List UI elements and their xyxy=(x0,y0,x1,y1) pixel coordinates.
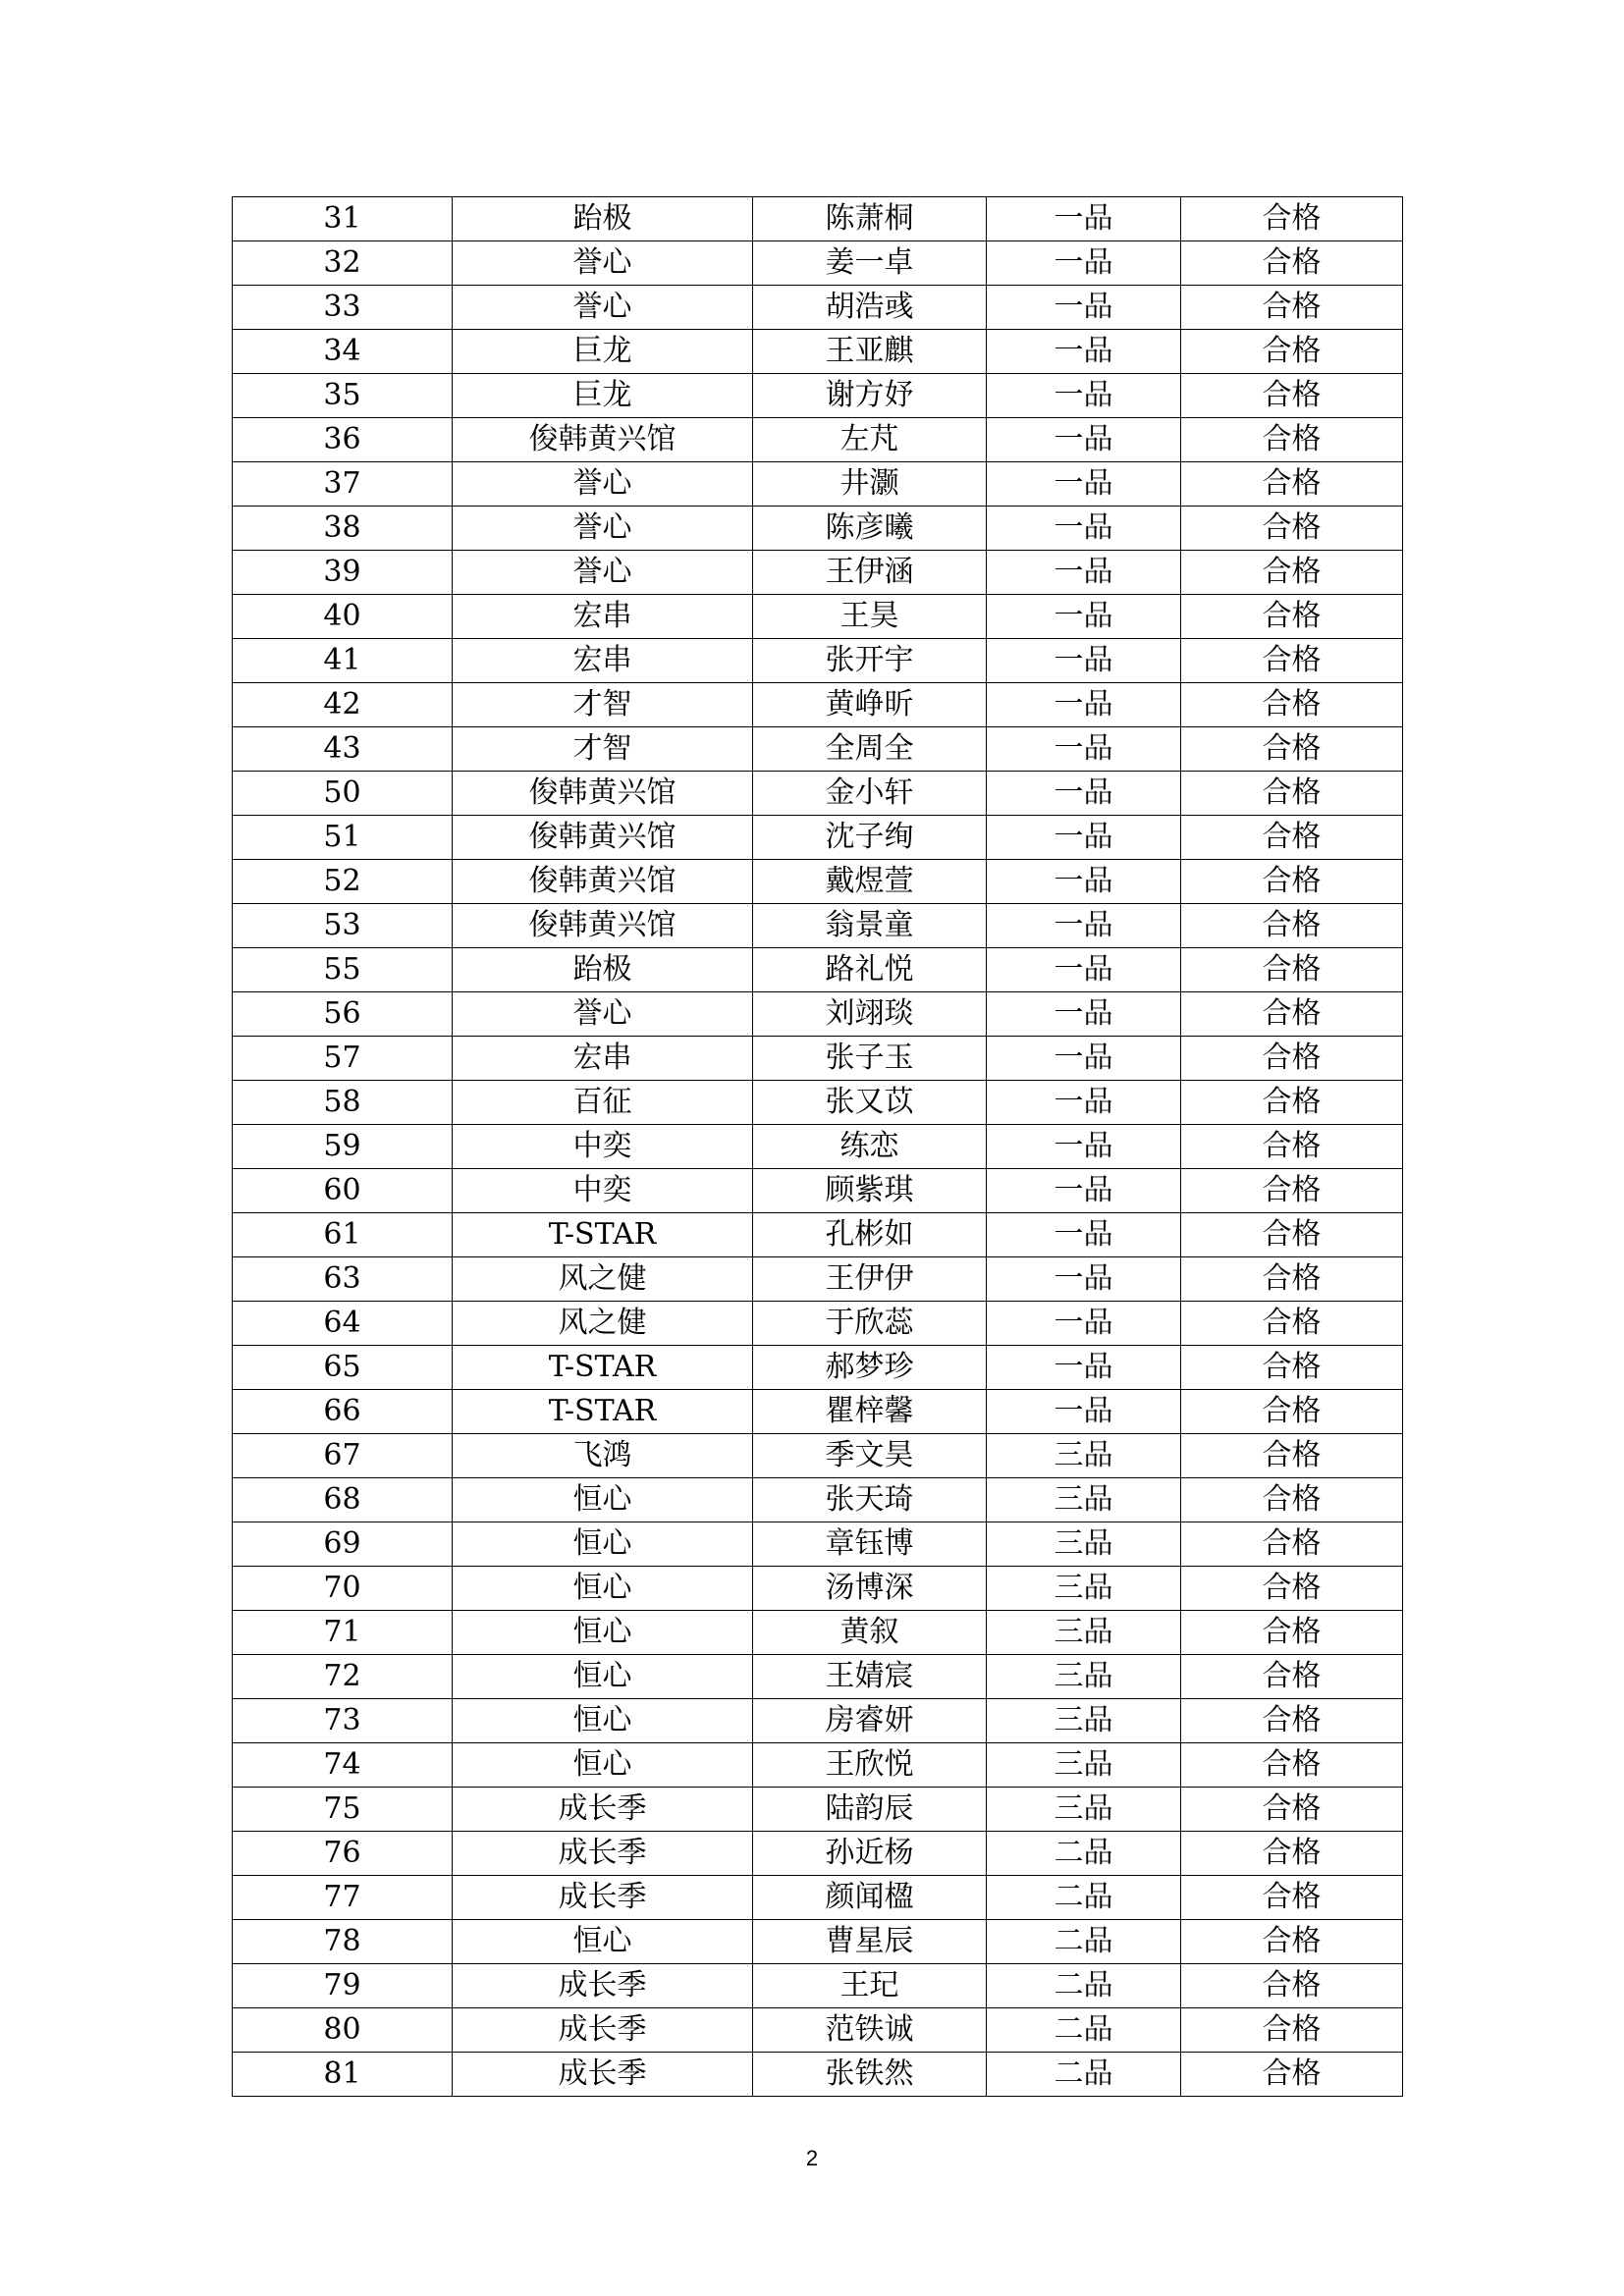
result-cell: 合格 xyxy=(1181,683,1403,727)
row-number-cell: 51 xyxy=(233,816,453,860)
club-cell: 才智 xyxy=(453,683,753,727)
row-number-cell: 33 xyxy=(233,286,453,330)
grade-cell: 一品 xyxy=(987,595,1181,639)
table-row xyxy=(233,1788,1403,1832)
grade-cell: 一品 xyxy=(987,197,1181,241)
grade-cell: 一品 xyxy=(987,816,1181,860)
row-number-cell: 63 xyxy=(233,1257,453,1302)
name-cell: 谢方妤 xyxy=(753,374,987,418)
result-cell: 合格 xyxy=(1181,727,1403,772)
table-row xyxy=(233,595,1403,639)
grade-cell: 一品 xyxy=(987,1169,1181,1213)
table-row xyxy=(233,551,1403,595)
club-cell: 风之健 xyxy=(453,1302,753,1346)
row-number-cell: 81 xyxy=(233,2053,453,2097)
result-cell: 合格 xyxy=(1181,1478,1403,1522)
table-row xyxy=(233,1522,1403,1567)
grade-cell: 三品 xyxy=(987,1611,1181,1655)
table-row xyxy=(233,683,1403,727)
result-cell: 合格 xyxy=(1181,1655,1403,1699)
table-row xyxy=(233,1567,1403,1611)
row-number-cell: 36 xyxy=(233,418,453,462)
row-number-cell: 50 xyxy=(233,772,453,816)
table-row xyxy=(233,860,1403,904)
table-row xyxy=(233,1920,1403,1964)
name-cell: 曹星辰 xyxy=(753,1920,987,1964)
table-row xyxy=(233,772,1403,816)
table-row xyxy=(233,241,1403,286)
grade-cell: 一品 xyxy=(987,1302,1181,1346)
table-row xyxy=(233,904,1403,948)
table-row xyxy=(233,1434,1403,1478)
club-cell: 成长季 xyxy=(453,1876,753,1920)
row-number-cell: 71 xyxy=(233,1611,453,1655)
row-number-cell: 77 xyxy=(233,1876,453,1920)
grade-cell: 三品 xyxy=(987,1567,1181,1611)
result-cell: 合格 xyxy=(1181,1390,1403,1434)
club-cell: 百征 xyxy=(453,1081,753,1125)
name-cell: 顾紫琪 xyxy=(753,1169,987,1213)
grade-cell: 三品 xyxy=(987,1434,1181,1478)
row-number-cell: 66 xyxy=(233,1390,453,1434)
table-row xyxy=(233,462,1403,507)
club-cell: T-STAR xyxy=(453,1346,753,1390)
row-number-cell: 56 xyxy=(233,992,453,1037)
result-cell: 合格 xyxy=(1181,418,1403,462)
result-cell: 合格 xyxy=(1181,1743,1403,1788)
grade-cell: 一品 xyxy=(987,241,1181,286)
result-cell: 合格 xyxy=(1181,330,1403,374)
name-cell: 于欣蕊 xyxy=(753,1302,987,1346)
club-cell: 俊韩黄兴馆 xyxy=(453,860,753,904)
result-cell: 合格 xyxy=(1181,1788,1403,1832)
club-cell: T-STAR xyxy=(453,1390,753,1434)
table-row xyxy=(233,2008,1403,2053)
name-cell: 郝梦珍 xyxy=(753,1346,987,1390)
result-cell: 合格 xyxy=(1181,1964,1403,2008)
result-cell: 合格 xyxy=(1181,1169,1403,1213)
name-cell: 王婧宸 xyxy=(753,1655,987,1699)
club-cell: 成长季 xyxy=(453,1788,753,1832)
result-cell: 合格 xyxy=(1181,1257,1403,1302)
name-cell: 路礼悦 xyxy=(753,948,987,992)
table-row xyxy=(233,1876,1403,1920)
club-cell: 恒心 xyxy=(453,1611,753,1655)
name-cell: 王玘 xyxy=(753,1964,987,2008)
grade-cell: 二品 xyxy=(987,1920,1181,1964)
result-cell: 合格 xyxy=(1181,948,1403,992)
club-cell: 巨龙 xyxy=(453,330,753,374)
grade-cell: 一品 xyxy=(987,860,1181,904)
club-cell: 巨龙 xyxy=(453,374,753,418)
club-cell: 跆极 xyxy=(453,197,753,241)
name-cell: 井灏 xyxy=(753,462,987,507)
club-cell: 恒心 xyxy=(453,1920,753,1964)
row-number-cell: 78 xyxy=(233,1920,453,1964)
name-cell: 胡浩彧 xyxy=(753,286,987,330)
name-cell: 左芃 xyxy=(753,418,987,462)
name-cell: 张又苡 xyxy=(753,1081,987,1125)
table-row xyxy=(233,507,1403,551)
club-cell: 誉心 xyxy=(453,551,753,595)
results-table xyxy=(232,196,1403,2097)
result-cell: 合格 xyxy=(1181,1037,1403,1081)
table-row xyxy=(233,197,1403,241)
row-number-cell: 39 xyxy=(233,551,453,595)
name-cell: 全周全 xyxy=(753,727,987,772)
row-number-cell: 37 xyxy=(233,462,453,507)
row-number-cell: 74 xyxy=(233,1743,453,1788)
table-row xyxy=(233,1478,1403,1522)
grade-cell: 一品 xyxy=(987,992,1181,1037)
club-cell: 誉心 xyxy=(453,507,753,551)
grade-cell: 一品 xyxy=(987,1213,1181,1257)
grade-cell: 三品 xyxy=(987,1655,1181,1699)
table-row xyxy=(233,1302,1403,1346)
grade-cell: 三品 xyxy=(987,1788,1181,1832)
name-cell: 张铁然 xyxy=(753,2053,987,2097)
grade-cell: 一品 xyxy=(987,1125,1181,1169)
grade-cell: 一品 xyxy=(987,904,1181,948)
name-cell: 范铁诚 xyxy=(753,2008,987,2053)
row-number-cell: 68 xyxy=(233,1478,453,1522)
row-number-cell: 64 xyxy=(233,1302,453,1346)
grade-cell: 一品 xyxy=(987,330,1181,374)
table-row xyxy=(233,1743,1403,1788)
grade-cell: 二品 xyxy=(987,2008,1181,2053)
result-cell: 合格 xyxy=(1181,772,1403,816)
grade-cell: 三品 xyxy=(987,1699,1181,1743)
name-cell: 王欣悦 xyxy=(753,1743,987,1788)
row-number-cell: 72 xyxy=(233,1655,453,1699)
row-number-cell: 75 xyxy=(233,1788,453,1832)
table-row xyxy=(233,1125,1403,1169)
name-cell: 沈子绚 xyxy=(753,816,987,860)
table-row xyxy=(233,727,1403,772)
page-number: 2 xyxy=(805,2146,819,2170)
result-cell: 合格 xyxy=(1181,1213,1403,1257)
club-cell: 成长季 xyxy=(453,2008,753,2053)
row-number-cell: 40 xyxy=(233,595,453,639)
result-cell: 合格 xyxy=(1181,241,1403,286)
club-cell: T-STAR xyxy=(453,1213,753,1257)
name-cell: 瞿梓馨 xyxy=(753,1390,987,1434)
table-row xyxy=(233,816,1403,860)
result-cell: 合格 xyxy=(1181,2053,1403,2097)
club-cell: 风之健 xyxy=(453,1257,753,1302)
row-number-cell: 76 xyxy=(233,1832,453,1876)
club-cell: 俊韩黄兴馆 xyxy=(453,772,753,816)
club-cell: 才智 xyxy=(453,727,753,772)
result-cell: 合格 xyxy=(1181,639,1403,683)
result-cell: 合格 xyxy=(1181,1699,1403,1743)
row-number-cell: 70 xyxy=(233,1567,453,1611)
table-row xyxy=(233,1699,1403,1743)
name-cell: 王伊伊 xyxy=(753,1257,987,1302)
club-cell: 俊韩黄兴馆 xyxy=(453,816,753,860)
club-cell: 誉心 xyxy=(453,462,753,507)
club-cell: 俊韩黄兴馆 xyxy=(453,418,753,462)
name-cell: 颜闻楹 xyxy=(753,1876,987,1920)
result-cell: 合格 xyxy=(1181,860,1403,904)
grade-cell: 一品 xyxy=(987,639,1181,683)
club-cell: 誉心 xyxy=(453,286,753,330)
name-cell: 张子玉 xyxy=(753,1037,987,1081)
result-cell: 合格 xyxy=(1181,1125,1403,1169)
result-cell: 合格 xyxy=(1181,992,1403,1037)
row-number-cell: 65 xyxy=(233,1346,453,1390)
club-cell: 中奕 xyxy=(453,1125,753,1169)
row-number-cell: 52 xyxy=(233,860,453,904)
name-cell: 姜一卓 xyxy=(753,241,987,286)
table-row xyxy=(233,1390,1403,1434)
grade-cell: 三品 xyxy=(987,1478,1181,1522)
row-number-cell: 34 xyxy=(233,330,453,374)
row-number-cell: 38 xyxy=(233,507,453,551)
club-cell: 宏串 xyxy=(453,595,753,639)
row-number-cell: 43 xyxy=(233,727,453,772)
table-row xyxy=(233,2053,1403,2097)
table-row xyxy=(233,418,1403,462)
club-cell: 恒心 xyxy=(453,1699,753,1743)
grade-cell: 一品 xyxy=(987,1390,1181,1434)
club-cell: 成长季 xyxy=(453,2053,753,2097)
table-row xyxy=(233,1213,1403,1257)
row-number-cell: 31 xyxy=(233,197,453,241)
grade-cell: 一品 xyxy=(987,1346,1181,1390)
row-number-cell: 57 xyxy=(233,1037,453,1081)
club-cell: 恒心 xyxy=(453,1655,753,1699)
result-cell: 合格 xyxy=(1181,1302,1403,1346)
table-row xyxy=(233,374,1403,418)
club-cell: 誉心 xyxy=(453,992,753,1037)
club-cell: 宏串 xyxy=(453,1037,753,1081)
result-cell: 合格 xyxy=(1181,286,1403,330)
club-cell: 恒心 xyxy=(453,1478,753,1522)
row-number-cell: 32 xyxy=(233,241,453,286)
table-row xyxy=(233,1611,1403,1655)
name-cell: 王昊 xyxy=(753,595,987,639)
result-cell: 合格 xyxy=(1181,1081,1403,1125)
name-cell: 房睿妍 xyxy=(753,1699,987,1743)
grade-cell: 一品 xyxy=(987,1257,1181,1302)
grade-cell: 一品 xyxy=(987,683,1181,727)
row-number-cell: 67 xyxy=(233,1434,453,1478)
result-cell: 合格 xyxy=(1181,595,1403,639)
grade-cell: 二品 xyxy=(987,1876,1181,1920)
table-row xyxy=(233,1257,1403,1302)
table-row xyxy=(233,1655,1403,1699)
name-cell: 陆韵辰 xyxy=(753,1788,987,1832)
row-number-cell: 41 xyxy=(233,639,453,683)
name-cell: 张开宇 xyxy=(753,639,987,683)
row-number-cell: 61 xyxy=(233,1213,453,1257)
row-number-cell: 55 xyxy=(233,948,453,992)
name-cell: 练恋 xyxy=(753,1125,987,1169)
row-number-cell: 73 xyxy=(233,1699,453,1743)
name-cell: 章钰博 xyxy=(753,1522,987,1567)
name-cell: 王亚麒 xyxy=(753,330,987,374)
name-cell: 戴煜萱 xyxy=(753,860,987,904)
result-cell: 合格 xyxy=(1181,1346,1403,1390)
club-cell: 恒心 xyxy=(453,1522,753,1567)
grade-cell: 二品 xyxy=(987,1964,1181,2008)
grade-cell: 一品 xyxy=(987,507,1181,551)
result-cell: 合格 xyxy=(1181,1832,1403,1876)
row-number-cell: 53 xyxy=(233,904,453,948)
grade-cell: 三品 xyxy=(987,1743,1181,1788)
name-cell: 黄叙 xyxy=(753,1611,987,1655)
result-cell: 合格 xyxy=(1181,1434,1403,1478)
row-number-cell: 80 xyxy=(233,2008,453,2053)
result-cell: 合格 xyxy=(1181,374,1403,418)
grade-cell: 三品 xyxy=(987,1522,1181,1567)
row-number-cell: 69 xyxy=(233,1522,453,1567)
club-cell: 誉心 xyxy=(453,241,753,286)
name-cell: 刘翊琰 xyxy=(753,992,987,1037)
club-cell: 恒心 xyxy=(453,1567,753,1611)
result-cell: 合格 xyxy=(1181,904,1403,948)
table-row xyxy=(233,1169,1403,1213)
table-row xyxy=(233,330,1403,374)
result-cell: 合格 xyxy=(1181,197,1403,241)
result-cell: 合格 xyxy=(1181,1920,1403,1964)
grade-cell: 一品 xyxy=(987,772,1181,816)
grade-cell: 二品 xyxy=(987,1832,1181,1876)
name-cell: 张天琦 xyxy=(753,1478,987,1522)
grade-cell: 一品 xyxy=(987,727,1181,772)
table-row xyxy=(233,992,1403,1037)
name-cell: 汤博深 xyxy=(753,1567,987,1611)
table-row xyxy=(233,286,1403,330)
result-cell: 合格 xyxy=(1181,816,1403,860)
row-number-cell: 58 xyxy=(233,1081,453,1125)
club-cell: 中奕 xyxy=(453,1169,753,1213)
result-cell: 合格 xyxy=(1181,462,1403,507)
result-cell: 合格 xyxy=(1181,1567,1403,1611)
grade-cell: 一品 xyxy=(987,948,1181,992)
grade-cell: 一品 xyxy=(987,286,1181,330)
row-number-cell: 60 xyxy=(233,1169,453,1213)
club-cell: 成长季 xyxy=(453,1832,753,1876)
grade-cell: 一品 xyxy=(987,1037,1181,1081)
table-row xyxy=(233,1346,1403,1390)
table-row xyxy=(233,948,1403,992)
name-cell: 翁景童 xyxy=(753,904,987,948)
grade-cell: 二品 xyxy=(987,2053,1181,2097)
grade-cell: 一品 xyxy=(987,551,1181,595)
name-cell: 陈彦曦 xyxy=(753,507,987,551)
table-row xyxy=(233,1037,1403,1081)
grade-cell: 一品 xyxy=(987,1081,1181,1125)
row-number-cell: 79 xyxy=(233,1964,453,2008)
name-cell: 黄峥昕 xyxy=(753,683,987,727)
club-cell: 跆极 xyxy=(453,948,753,992)
result-cell: 合格 xyxy=(1181,1876,1403,1920)
grade-cell: 一品 xyxy=(987,462,1181,507)
row-number-cell: 42 xyxy=(233,683,453,727)
row-number-cell: 59 xyxy=(233,1125,453,1169)
name-cell: 金小轩 xyxy=(753,772,987,816)
grade-cell: 一品 xyxy=(987,374,1181,418)
result-cell: 合格 xyxy=(1181,2008,1403,2053)
table-row xyxy=(233,1832,1403,1876)
club-cell: 俊韩黄兴馆 xyxy=(453,904,753,948)
name-cell: 季文昊 xyxy=(753,1434,987,1478)
name-cell: 孙近杨 xyxy=(753,1832,987,1876)
club-cell: 成长季 xyxy=(453,1964,753,2008)
row-number-cell: 35 xyxy=(233,374,453,418)
club-cell: 宏串 xyxy=(453,639,753,683)
table-row xyxy=(233,1081,1403,1125)
table-row xyxy=(233,1964,1403,2008)
name-cell: 陈萧桐 xyxy=(753,197,987,241)
club-cell: 恒心 xyxy=(453,1743,753,1788)
name-cell: 孔彬如 xyxy=(753,1213,987,1257)
result-cell: 合格 xyxy=(1181,551,1403,595)
name-cell: 王伊涵 xyxy=(753,551,987,595)
grade-cell: 一品 xyxy=(987,418,1181,462)
club-cell: 飞鸿 xyxy=(453,1434,753,1478)
result-cell: 合格 xyxy=(1181,1611,1403,1655)
result-cell: 合格 xyxy=(1181,1522,1403,1567)
results-table-body xyxy=(233,197,1403,2097)
result-cell: 合格 xyxy=(1181,507,1403,551)
table-row xyxy=(233,639,1403,683)
